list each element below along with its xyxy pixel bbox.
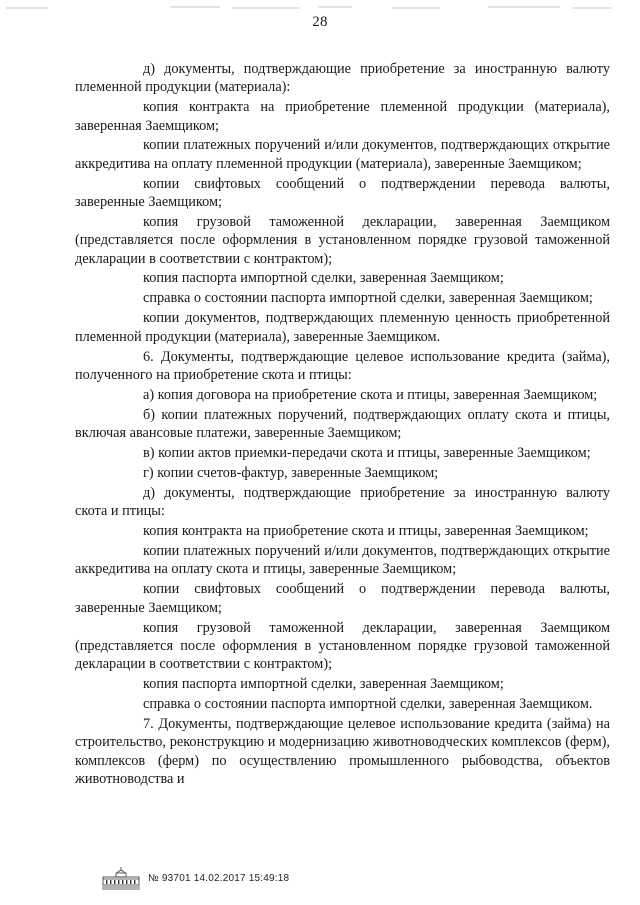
paragraph: г) копии счетов-фактур, заверенные Заемщиком; — [143, 464, 439, 481]
section-heading-paragraph: 7. Документы, подтверждающие целевое использование кредита (займа) на строительство, реконструкцию и модернизацию животноводческих комплексов (ферм), комплексов (ферм) по осуществлению промышленного рыбоводства, объектов животноводства и — [75, 715, 610, 787]
paragraph: д) документы, подтверждающие приобретение за иностранную валюту скота и птицы: — [75, 484, 610, 520]
paragraph: копия контракта на приобретение скота и птицы, заверенная Заемщиком; — [143, 523, 589, 540]
paragraph: копия контракта на приобретение племенной продукции (материала), заверенная Заемщиком; — [75, 99, 610, 134]
page-number: 28 — [312, 14, 328, 30]
paragraph: а) копия договора на приобретение скота и птицы, заверенная Заемщиком; — [143, 386, 598, 403]
paragraph: справка о состоянии паспорта импортной сделки, заверенная Заемщиком. — [143, 695, 593, 712]
paragraph: копии платежных поручений и/или документов, подтверждающих открытие аккредитива на оплату племенной продукции (материала), заверенные Заемщиком; — [75, 137, 610, 172]
paragraph: копии свифтовых сообщений о подтверждении перевода валюты, заверенные Заемщиком; — [75, 175, 610, 210]
paragraph: копия паспорта импортной сделки, заверенная Заемщиком; — [143, 676, 504, 693]
section-heading-paragraph: 6. Документы, подтверждающие целевое использование кредита (займа), полученного на приобретение скота и птицы: — [75, 348, 610, 383]
scan-noise-marks — [0, 4, 640, 12]
paragraph: копия грузовой таможенной декларации, заверенная Заемщиком (представляется после оформления в установленном порядке грузовой таможенной декларации в соответствии с контрактом); — [75, 213, 610, 267]
government-building-logo-icon — [100, 866, 142, 890]
document-body — [75, 60, 610, 788]
paragraph: копии платежных поручений и/или документов, подтверждающих открытие аккредитива на оплату скота и птицы, заверенные Заемщиком; — [75, 543, 610, 578]
paragraph: копия грузовой таможенной декларации, заверенная Заемщиком (представляется после оформления в установленном порядке грузовой таможенной декларации в соответствии с контрактом); — [75, 619, 610, 673]
paragraph: б) копии платежных поручений, подтверждающих оплату скота и птицы, включая авансовые платежи, заверенные Заемщиком; — [75, 406, 610, 442]
paragraph: д) документы, подтверждающие приобретение за иностранную валюту племенной продукции (материала): — [75, 61, 610, 96]
paragraph: в) копии актов приемки-передачи скота и птицы, заверенные Заемщиком; — [143, 444, 591, 461]
paragraph: копии документов, подтверждающих племенную ценность приобретенной племенной продукции (материала), заверенные Заемщиком. — [75, 310, 610, 345]
paragraph: копии свифтовых сообщений о подтверждении перевода валюты, заверенные Заемщиком; — [75, 581, 610, 616]
document-footer — [100, 866, 289, 890]
paragraph: справка о состоянии паспорта импортной сделки, заверенная Заемщиком; — [143, 290, 593, 307]
document-stamp: № 93701 14.02.2017 15:49:18 — [148, 872, 290, 884]
paragraph: копия паспорта импортной сделки, заверенная Заемщиком; — [143, 270, 504, 287]
